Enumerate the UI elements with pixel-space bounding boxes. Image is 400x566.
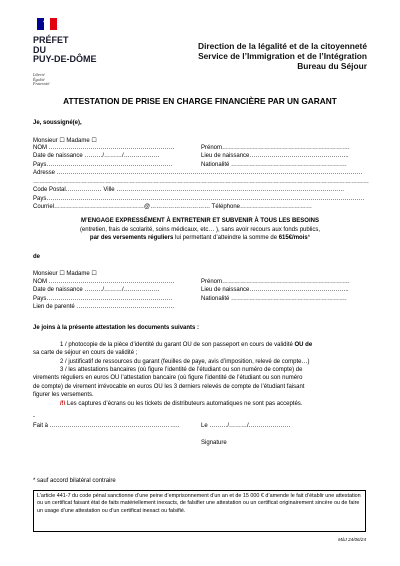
- date-field[interactable]: Le ………/………/…………………: [201, 423, 291, 429]
- version-date: MàJ 24/06/24: [338, 537, 366, 542]
- documents-intro: Je joins à la présente attestation les documents suivants :: [33, 325, 200, 331]
- intro-text: Je, soussigné(e),: [33, 120, 82, 126]
- guarantor-prenom-field[interactable]: Prénom……………………………………………………….: [201, 145, 350, 151]
- civility-checkboxes[interactable]: Monsieur ☐ Madame ☐: [33, 138, 97, 144]
- guarantor-country-field[interactable]: Pays………………………………………………………: [33, 162, 173, 168]
- document-3-cont2: de compte) de virement irrévocable en euros OU les 3 derniers relevés de compte de l’étudiant faisant: [33, 384, 305, 390]
- issuing-department: Direction de la légalité et de la citoyenneté Service de l’Immigration et de l’Intégration Bureau du Séjour: [198, 41, 367, 72]
- guarantor-address-line2[interactable]: ……………………………………………………………………………………………………………………………………………………: [33, 179, 369, 185]
- guarantor-birthdate-field[interactable]: Date de naissance ………/………/………………: [33, 153, 160, 159]
- guarantor-nationality-field[interactable]: Nationalité ………………………………………………….: [201, 162, 347, 168]
- legal-notice: L’article 441-7 du code pénal sanctionne d’une peine d’emprisonnement d’un an et de 15 000 € d’amende le fait d’établir une attestation ou un certificat faisant état de faits matériellement inexacts, de falsifier une attestation ou un certificat originairement sincère ou de faire un usage d’une attestation ou d’un certificat inexact ou falsifié.: [33, 490, 366, 532]
- document-3: 3 / les attestations bancaires (où figure l’identité de l’étudiant ou son numéro de compte) de: [60, 367, 303, 373]
- signature-label: Signature: [201, 440, 227, 446]
- guarantor-email-phone-field[interactable]: Courriel………………………………………@………………………… Téléphone………………………………: [33, 204, 313, 210]
- screenshot-warning: /!\ Les captures d’écrans ou les tickets de distributeurs automatiques ne sont pas acceptés.: [60, 401, 303, 407]
- republic-motto: Liberté Égalité Fraternité: [33, 72, 50, 87]
- student-birthdate-field[interactable]: Date de naissance ………/………/………………: [33, 287, 160, 293]
- document-title: ATTESTATION DE PRISE EN CHARGE FINANCIÈRE PAR UN GARANT: [63, 96, 337, 106]
- student-birthplace-field[interactable]: Lieu de naissance…………………………………………..: [201, 287, 349, 293]
- engagement-heading: M’ENGAGE EXPRESSÉMENT À ENTRETENIR ET SUBVENIR À TOUS LES BESOINS: [81, 218, 319, 224]
- engagement-amount: par des versements réguliers lui permettant d’atteindre la somme de 615€/mois*: [89, 235, 311, 241]
- de-label: de: [33, 254, 41, 260]
- student-country-field[interactable]: Pays………………………………………………………: [33, 296, 173, 302]
- footnote: * sauf accord bilatéral contraire: [33, 478, 116, 484]
- fait-a-field[interactable]: Fait à ……………………………………………………: [33, 423, 170, 429]
- marianne-logo-icon: [37, 18, 57, 30]
- fait-a-dots: …..: [170, 423, 180, 429]
- student-relationship-field[interactable]: Lien de parenté ………………………………………….: [33, 304, 175, 310]
- student-prenom-field[interactable]: Prénom……………………………………………………….: [201, 279, 350, 285]
- dash-mark: -: [33, 414, 35, 420]
- guarantor-address-field[interactable]: Adresse ………………………………………………………………………………………………………………………………………: [33, 170, 363, 176]
- student-civility-checkboxes[interactable]: Monsieur ☐ Madame ☐: [33, 271, 97, 277]
- guarantor-nom-field[interactable]: NOM ………………………………………………………: [33, 145, 175, 151]
- guarantor-postcode-city-field[interactable]: Code Postal……………… Ville ……………………………………………………………………………………………………: [33, 187, 345, 193]
- student-nationality-field[interactable]: Nationalité ………………………………………………….: [201, 296, 347, 302]
- document-3-cont3: figurer les versements.: [33, 392, 94, 398]
- student-nom-field[interactable]: NOM ………………………………………………………: [33, 279, 175, 285]
- document-1-cont: sa carte de séjour en cours de validité ;: [33, 350, 138, 356]
- warning-icon: /!\: [60, 401, 66, 407]
- guarantor-country2-field[interactable]: Pays……………………………………………………………………………………………………………………………………………: [33, 196, 365, 202]
- guarantor-birthplace-field[interactable]: Lieu de naissance…………………………………………..: [201, 153, 349, 159]
- prefecture-name: PRÉFET DU PUY-DE-DÔME: [33, 35, 97, 64]
- document-3-cont1: virements réguliers en euros OU l’attestation bancaire (où figure l’identité de l’étudiant ou son numéro: [33, 375, 303, 381]
- document-1: 1 / photocopie de la pièce d’identité du garant OU de son passeport en cours de validité OU de: [60, 342, 313, 348]
- engagement-details: (entretien, frais de scolarité, soins médicaux, etc… ), sans avoir recours aux fonds publics,: [79, 227, 321, 233]
- document-2: 2 / justificatif de ressources du garant (feuilles de paye, avis d’imposition, relevé de compte…): [60, 359, 310, 365]
